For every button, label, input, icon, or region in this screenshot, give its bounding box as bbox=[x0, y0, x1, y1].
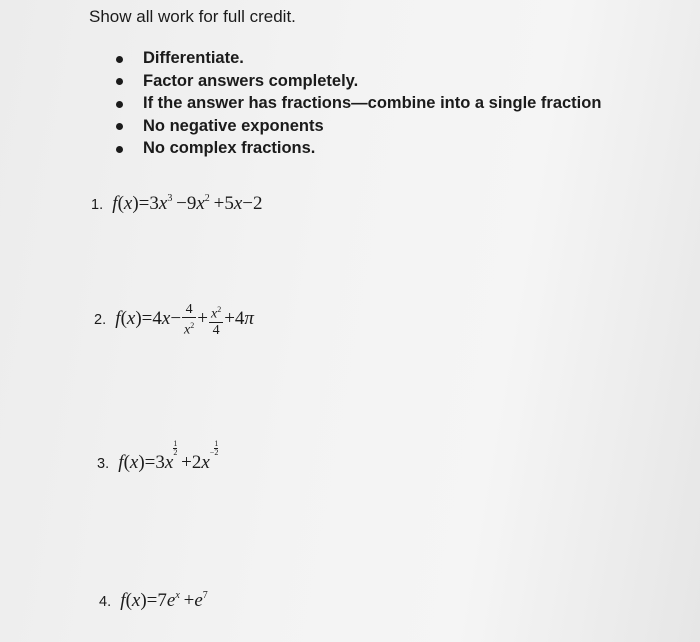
rule-item bbox=[112, 137, 601, 160]
rule-text: Differentiate. bbox=[143, 49, 244, 67]
instructions-text: Show all work for full credit. bbox=[89, 7, 296, 26]
rule-text: Factor answers completely. bbox=[143, 71, 359, 90]
rule-text: If the answer has fractions—combine into a single fraction bbox=[143, 94, 602, 112]
bullet-dot bbox=[116, 101, 123, 108]
bullet-dot bbox=[116, 123, 123, 130]
problem-1 bbox=[91, 193, 262, 215]
problem-expression: $f(x)=3x^3 -9x^2 +5x-2$ bbox=[112, 193, 263, 214]
rule-text: No negative exponents bbox=[143, 116, 324, 135]
rules-list bbox=[112, 47, 601, 160]
bullet-dot bbox=[116, 78, 123, 85]
problem-number: 1. bbox=[91, 197, 104, 213]
rule-item bbox=[112, 92, 601, 115]
rule-item bbox=[112, 115, 601, 138]
problem-2 bbox=[94, 302, 254, 338]
problem-expression: f(x)=4x− $\frac{4}{x^2}$ + $\frac{x^2}{4}$ +4π bbox=[115, 302, 254, 338]
bullet-dot bbox=[116, 56, 123, 63]
rule-text: No complex fractions. bbox=[143, 139, 316, 157]
problem-number: 2. bbox=[94, 312, 107, 329]
problem-4 bbox=[99, 590, 208, 612]
problem-expression: f(x)=3x $\frac{1}{2}$ +2x− $\frac{1}{2}$ bbox=[118, 439, 219, 473]
rule-item bbox=[112, 70, 601, 93]
problem-3 bbox=[97, 440, 218, 474]
problem-expression: $f(x)=7e^x +e^7$ bbox=[120, 590, 208, 611]
rule-item bbox=[112, 47, 601, 70]
problem-number: 3. bbox=[97, 456, 110, 472]
problem-number: 4. bbox=[99, 594, 112, 610]
bullet-dot bbox=[116, 146, 123, 153]
